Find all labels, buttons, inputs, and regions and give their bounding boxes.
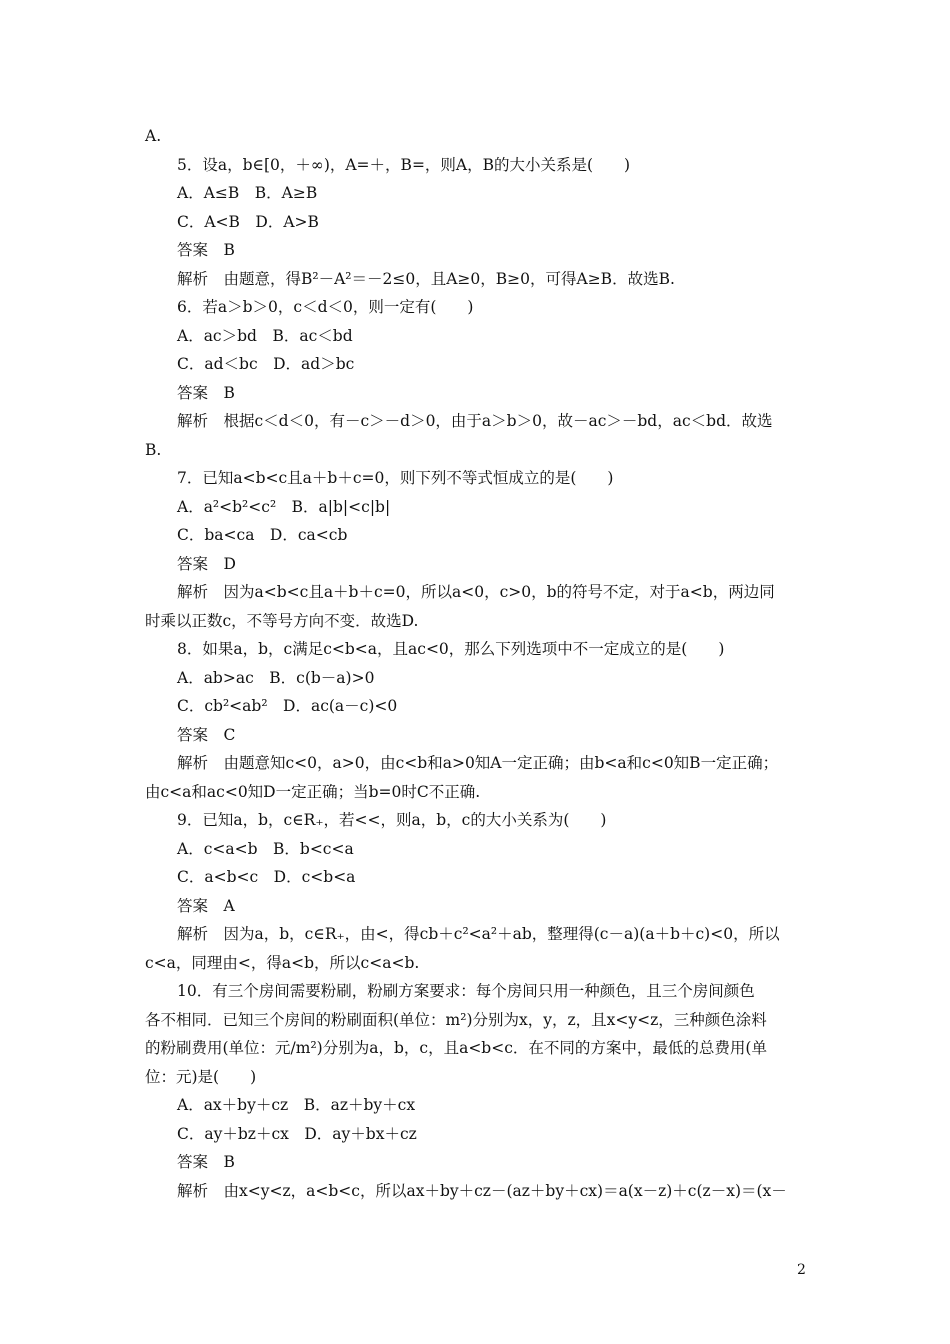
question-10-continued: 的粉刷费用(单位：元/m²)分别为a，b，c，且a<b<c．在不同的方案中，最低的总费用(单	[145, 1039, 767, 1057]
answer: 答案 B	[177, 241, 235, 259]
analysis-continued: B.	[145, 441, 162, 459]
question-10-continued: 位：元)是( )	[145, 1068, 257, 1086]
options-cd: C．cb²<ab² D．ac(a－c)<0	[177, 697, 398, 715]
analysis: 解析 由x<y<z，a<b<c，所以ax＋by＋cz－(az＋by＋cx)＝a(x－z)＋c(z－x)＝(x－	[177, 1182, 787, 1200]
question-9: 9．已知a，b，c∈R₊，若<<，则a，b，c的大小关系为( )	[177, 811, 607, 829]
answer: 答案 D	[177, 555, 236, 573]
options-cd: C．A<B D．A>B	[177, 213, 319, 231]
options-cd: C．ba<ca D．ca<cb	[177, 526, 348, 544]
analysis-continued: 由c<a和ac<0知D一定正确；当b=0时C不正确.	[145, 783, 481, 801]
analysis: 解析 因为a<b<c且a＋b＋c=0，所以a<0，c>0，b的符号不定，对于a<b，两边同	[177, 583, 775, 601]
options-ab: A．ac＞bd B．ac＜bd	[177, 327, 353, 345]
analysis-continued: c<a，同理由<，得a<b，所以c<a<b.	[145, 954, 420, 972]
analysis: 解析 因为a，b，c∈R₊，由<，得cb＋c²<a²＋ab，整理得(c－a)(a＋b＋c)<0，所以	[177, 925, 780, 943]
question-6: 6．若a＞b＞0，c＜d＜0，则一定有( )	[177, 298, 474, 316]
analysis: 解析 由题意，得B²－A²＝－2≤0，且A≥0，B≥0，可得A≥B．故选B.	[177, 270, 675, 288]
question-5: 5．设a，b∈[0，＋∞)，A=＋，B=，则A，B的大小关系是( )	[177, 156, 631, 174]
options-ab: A．A≤B B．A≥B	[177, 184, 318, 202]
analysis: 解析 由题意知c<0，a>0，由c<b和a>0知A一定正确；由b<a和c<0知B一定正确；	[177, 754, 779, 772]
question-10: 10．有三个房间需要粉刷，粉刷方案要求：每个房间只用一种颜色，且三个房间颜色	[177, 982, 755, 1000]
options-cd: C．a<b<c D．c<b<a	[177, 868, 356, 886]
answer: 答案 A	[177, 897, 235, 915]
question-10-continued: 各不相同．已知三个房间的粉刷面积(单位：m²)分别为x，y，z，且x<y<z，三种颜色涂料	[145, 1011, 767, 1029]
options-cd: C．ay＋bz＋cx D．ay＋bx＋cz	[177, 1125, 417, 1143]
answer: 答案 C	[177, 726, 236, 744]
options-ab: A．c<a<b B．b<c<a	[177, 840, 354, 858]
analysis-continued: 时乘以正数c，不等号方向不变．故选D.	[145, 612, 419, 630]
page-number: 2	[797, 1262, 806, 1278]
answer: 答案 B	[177, 384, 235, 402]
options-cd: C．ad＜bc D．ad＞bc	[177, 355, 355, 373]
question-8: 8．如果a，b，c满足c<b<a，且ac<0，那么下列选项中不一定成立的是( )	[177, 640, 725, 658]
question-7: 7．已知a<b<c且a＋b＋c=0，则下列不等式恒成立的是( )	[177, 469, 614, 487]
analysis: 解析 根据c＜d＜0，有－c＞－d＞0，由于a＞b＞0，故－ac＞－bd，ac＜bd．故选	[177, 412, 773, 430]
answer: 答案 B	[177, 1153, 235, 1171]
options-ab: A．ab>ac B．c(b－a)>0	[177, 669, 375, 687]
text-line: A.	[145, 127, 162, 145]
options-ab: A．ax＋by＋cz B．az＋by＋cx	[177, 1096, 416, 1114]
options-ab: A．a²<b²<c² B．a|b|<c|b|	[177, 498, 391, 516]
